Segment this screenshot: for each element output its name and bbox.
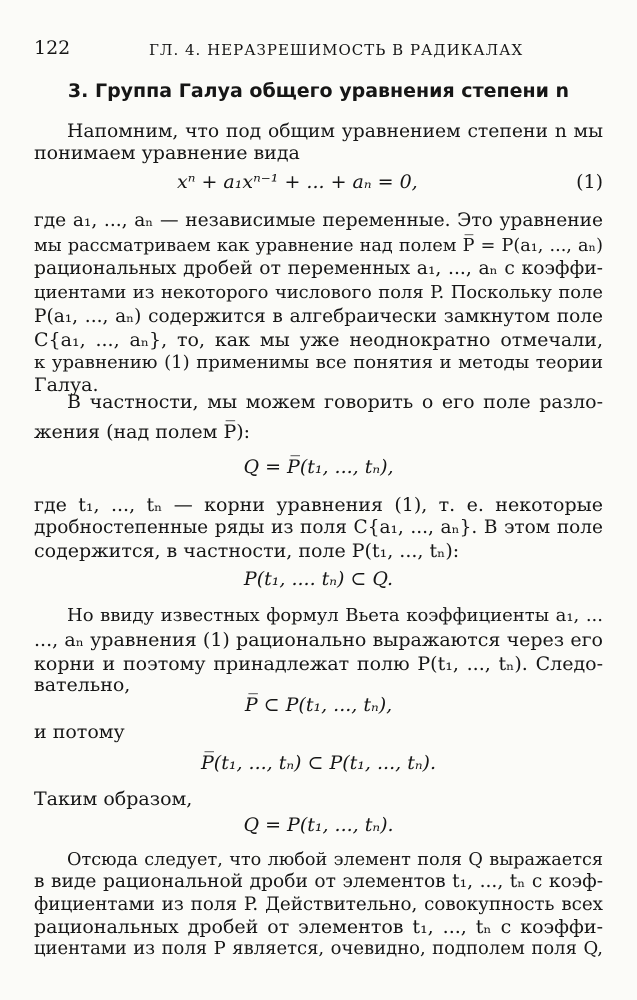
text-line: C{a₁, ..., aₙ}, то, как мы уже неоднократно отмечали,: [34, 329, 603, 351]
text-line: корни и поэтому принадлежат полю P(t₁, ..., tₙ). Следо-: [34, 653, 603, 675]
equation-equality: Q = P(t₁, ..., tₙ).: [243, 814, 394, 836]
equation-1-body: xⁿ + a₁xⁿ⁻¹ + ... + aₙ = 0,: [177, 171, 418, 193]
text-line: где t₁, ..., tₙ — корни уравнения (1), т. е. некоторые: [34, 494, 603, 516]
text-line: рациональных дробей от переменных a₁, ..., aₙ с коэффи-: [34, 258, 603, 279]
section-title: 3. Группа Галуа общего уравнения степени n: [67, 80, 570, 102]
text-line: мы рассматриваем как уравнение над полем P̅ = P(a₁, ..., aₙ): [34, 236, 603, 256]
text-line: и потому: [34, 721, 125, 743]
text-line: Но ввиду известных формул Вьета коэффициенты a₁, ...: [67, 605, 603, 626]
text-line: вательно,: [34, 674, 131, 696]
equation-1-number: (1): [576, 171, 603, 193]
running-title: ГЛ. 4. НЕРАЗРЕШИМОСТЬ В РАДИКАЛАХ: [149, 41, 524, 59]
equation-inclusion-q: P(t₁, .... tₙ) ⊂ Q.: [243, 568, 394, 590]
text-line: Таким образом,: [34, 788, 193, 810]
text-line: Напомним, что под общим уравнением степени n мы: [67, 121, 603, 142]
page-number: 122: [34, 37, 71, 59]
text-line: дробностепенные ряды из поля C{a₁, ..., aₙ}. В этом поле: [34, 517, 603, 538]
equation-splitting-field: Q = P̅(t₁, ..., tₙ),: [243, 456, 394, 478]
text-line: ..., aₙ уравнения (1) рационально выражаются через его: [34, 629, 603, 651]
text-line: циентами из поля P является, очевидно, подполем поля Q,: [34, 938, 603, 959]
text-line: содержится, в частности, поле P(t₁, ..., tₙ):: [34, 540, 460, 562]
text-line: циентами из некоторого числового поля P. Поскольку поле: [34, 282, 603, 303]
text-line: Отсюда следует, что любой элемент поля Q выражается: [67, 850, 603, 870]
text-line: P(a₁, ..., aₙ) содержится в алгебраически замкнутом поле: [34, 306, 603, 327]
text-line: рациональных дробей от элементов t₁, ..., tₙ с коэффи-: [34, 916, 603, 938]
text-line: фициентами из поля P. Действительно, совокупность всех: [34, 894, 603, 915]
text-line: где a₁, ..., aₙ — независимые переменные. Это уравнение: [34, 210, 603, 231]
equation-field-inclusion: P̅(t₁, ..., tₙ) ⊂ P(t₁, ..., tₙ).: [201, 752, 436, 774]
text-line: В частности, мы можем говорить о его поле разло-: [67, 391, 603, 413]
equation-inclusion-p: P̅ ⊂ P(t₁, ..., tₙ),: [244, 694, 393, 716]
text-line: к уравнению (1) применимы все понятия и методы теории: [34, 352, 603, 373]
text-line: в виде рациональной дроби от элементов t₁, ..., tₙ с коэф-: [34, 871, 603, 892]
text-line: понимаем уравнение вида: [34, 142, 300, 164]
text-line: жения (над полем P̅):: [34, 421, 251, 443]
text-line: Галуа.: [34, 374, 99, 396]
